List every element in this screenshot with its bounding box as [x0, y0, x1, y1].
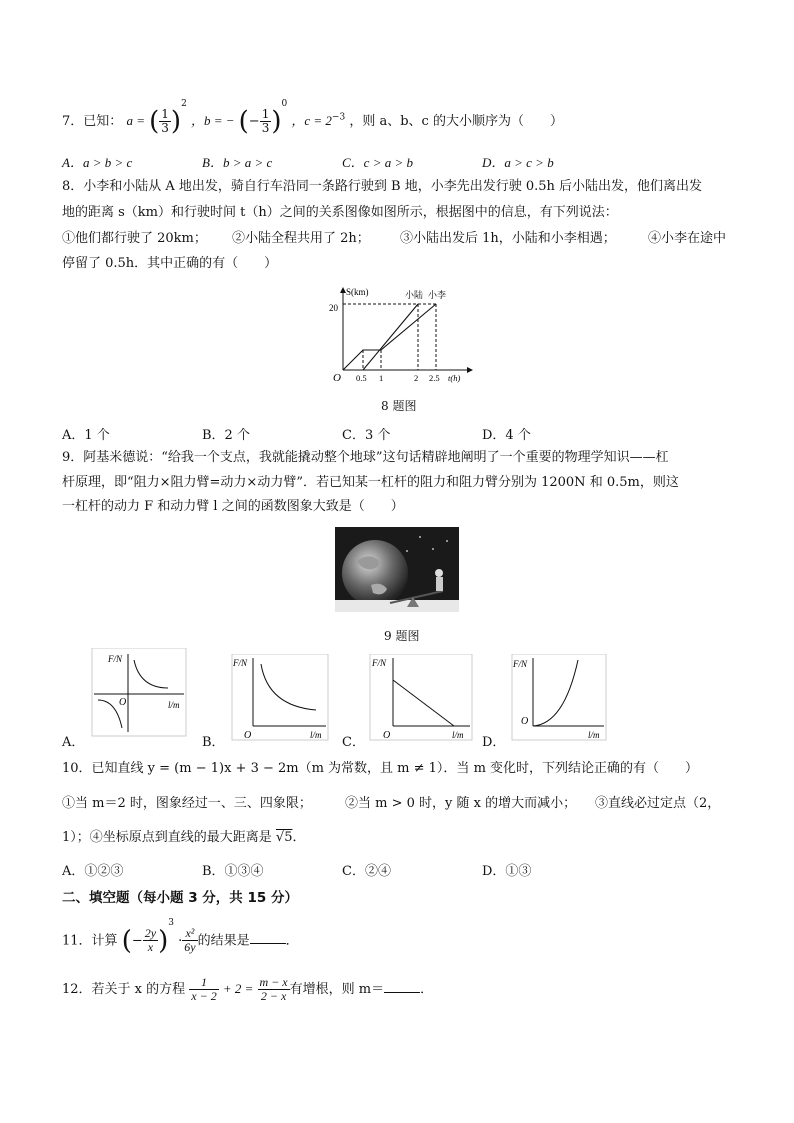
q10-option-d[interactable]: D．①③ [482, 864, 532, 879]
q9b-ylabel: F/N [233, 658, 248, 668]
q7-paren-open: ( [149, 106, 160, 137]
q7-option-b[interactable]: B．b > a > c [202, 155, 273, 170]
q8-line-xiaoli [343, 304, 436, 370]
q10-sqrt5: √5 [275, 830, 293, 845]
q9-graph-a[interactable] [88, 648, 188, 738]
q9c-origin: O [383, 730, 391, 741]
q8-statement-3: ③小陆出发后 1h，小陆和小李相遇； [400, 231, 616, 246]
q9-line3: 一杠杆的动力 F 和动力臂 l 之间的函数图象大致是（ ） [62, 499, 404, 514]
q11-dot: · [178, 933, 183, 949]
q9-option-b[interactable]: B． [202, 735, 225, 750]
q9-line1: 9．阿基米德说：“给我一个支点，我就能撬动整个地球”这句话精辟地阐明了一个重要的物理学知识——杠 [62, 450, 669, 465]
q9b-xlabel: l/m [310, 730, 322, 740]
q9a-curve-q1 [134, 660, 168, 688]
q7-prefix: 已知： [83, 114, 123, 129]
q12-mid: + 2 = [222, 981, 254, 996]
q9d-ylabel: F/N [513, 659, 528, 669]
q9-graph-b[interactable] [228, 654, 330, 742]
q7-b-minus: − [248, 114, 260, 129]
q9d-origin: O [521, 716, 529, 727]
q8-x-tick-0.5: 0.5 [356, 373, 367, 383]
q7-c-exp: −3 [331, 112, 346, 123]
q7-option-d[interactable]: D．a > c > b [482, 155, 554, 170]
q7-c-part: ，c = 2 [291, 113, 332, 128]
q9-line2: 杆原理，即“阻力×阻力臂=动力×动力臂”．若已知某一杠杆的阻力和阻力臂分别为 1200N 和 0.5m，则这 [62, 475, 679, 490]
q11-end: ． [285, 933, 299, 949]
q9b-curve [261, 664, 316, 710]
q12-frac1: $\frac{1}{x - 2}$ [191, 975, 217, 1003]
q7-option-a[interactable]: A．a > b > c [62, 155, 133, 170]
q7-number: 7． [62, 114, 84, 129]
q8-caption: 8 题图 [381, 399, 417, 413]
q8-label-xiaolu: 小陆 [405, 290, 424, 300]
q8-option-b[interactable]: B．2 个 [202, 428, 250, 443]
q11-frac2: $\frac{\text{x²}}{6y}$ [184, 926, 196, 955]
q7-b-paren-close: ) [271, 106, 282, 137]
q9b-origin: O [244, 730, 252, 741]
section2-title: 二、填空题（每小题 3 分，共 15 分） [62, 890, 298, 906]
q10-statement-2: ②当 m > 0 时，y 随 x 的增大而减小； [345, 796, 577, 811]
q9-graph-c[interactable] [366, 654, 474, 742]
q9d-xlabel: l/m [588, 730, 600, 740]
q10-statement-3: ③直线必过定点（2， [595, 796, 721, 811]
q9-caption: 9 题图 [384, 629, 420, 643]
q7-a-lhs: a = [126, 113, 145, 128]
q7-b-lhs: ，b = − [190, 113, 235, 128]
q7-b-paren-open: ( [238, 106, 249, 137]
q9c-line [393, 680, 454, 726]
q8-statement-2: ②小陆全程共用了 2h； [232, 231, 370, 246]
q8-option-d[interactable]: D．4 个 [482, 428, 531, 443]
q9-archimedes-image [335, 527, 459, 612]
q11-paren-open: ( [121, 925, 132, 956]
q8-x-tick-2: 2 [414, 373, 419, 383]
q12-frac2: $\frac{m - x}{2 - x}$ [259, 975, 288, 1003]
q9a-xlabel: l/m [168, 700, 180, 710]
q12-line [62, 974, 433, 1005]
q10-option-a[interactable]: A．①②③ [62, 864, 124, 879]
q7-option-c[interactable]: C．c > a > b [342, 155, 413, 170]
q11-minus: − [131, 933, 143, 949]
q8-label-xiaoli: 小李 [428, 290, 447, 300]
q8-line1: 8．小李和小陆从 A 地出发，骑自行车沿同一条路行驶到 B 地，小李先出发行驶 0.5h 后小陆出发，他们离出发 [62, 179, 703, 194]
q8-statement-1: ①他们都行驶了 20km； [62, 231, 207, 246]
q10-line3-a: 1）；④坐标原点到直线的最大距离是 [62, 830, 276, 845]
q8-x-tick-2.5: 2.5 [429, 373, 440, 383]
q9c-ylabel: F/N [372, 658, 387, 668]
q11-paren-close: ) [158, 925, 169, 956]
q8-option-c[interactable]: C．3 个 [342, 428, 391, 443]
q12-answer-blank[interactable] [384, 980, 420, 993]
q8-line4: 停留了 0.5h．其中正确的有（ ） [62, 256, 278, 271]
q9-option-a[interactable]: A． [62, 735, 85, 750]
q8-ylabel: S(km) [346, 287, 369, 297]
q7-tail: ，则 a、b、c 的大小顺序为（ ） [349, 114, 563, 129]
q11-exp: 3 [168, 918, 174, 928]
q12-end: ． [420, 982, 434, 997]
q8-distance-time-graph [326, 282, 476, 386]
q9d-curve [533, 660, 578, 726]
q10-line3 [62, 829, 305, 847]
q9a-ylabel: F/N [108, 654, 123, 664]
q7-b-exp: 0 [281, 98, 288, 109]
q7-a-exp: 2 [181, 98, 187, 109]
q12-tail: 有增根，则 m＝ [289, 982, 385, 997]
q7-a-frac: $\frac{1}{3}$ [161, 107, 169, 135]
q8-xlabel: t(h) [448, 373, 461, 383]
q9-option-d[interactable]: D． [482, 735, 506, 750]
q9-option-c[interactable]: C． [342, 735, 365, 750]
q10-line3-b: ． [292, 830, 306, 845]
q7-line [62, 98, 563, 137]
q9-graph-d[interactable] [508, 654, 608, 742]
q7-paren-close: ) [170, 106, 182, 137]
q8-statement-4: ④小李在途中 [648, 231, 727, 246]
q10-statement-1: ①当 m＝2 时，图象经过一、三、四象限； [62, 796, 312, 811]
q10-option-b[interactable]: B．①③④ [202, 864, 264, 879]
q8-origin: O [333, 372, 341, 384]
q8-x-tick-1: 1 [379, 373, 384, 383]
q10-option-c[interactable]: C．②④ [342, 864, 391, 879]
q9c-xlabel: l/m [452, 730, 464, 740]
q8-line2: 地的距离 s（km）和行驶时间 t（h）之间的关系图像如图所示，根据图中的信息，有下列说法： [62, 205, 618, 220]
q7-b-frac: $\frac{1}{3}$ [261, 107, 270, 135]
q9a-origin: O [119, 697, 127, 708]
q12-prefix: 12．若关于 x 的方程 [62, 982, 186, 997]
q8-line-xiaolu [363, 304, 418, 370]
q8-option-a[interactable]: A．1 个 [62, 428, 110, 443]
q11-tail: 的结果是 [197, 933, 250, 949]
q11-line [62, 918, 299, 956]
q11-frac1: $\frac{2y}{x}$ [144, 926, 157, 955]
q10-line1: 10．已知直线 y = (m − 1)x + 3 − 2m（m 为常数，且 m ≠ 1）．当 m 变化时，下列结论正确的有（ ） [62, 761, 699, 776]
q8-y-tick-20: 20 [329, 303, 338, 313]
q11-answer-blank[interactable] [250, 931, 286, 944]
q11-prefix: 11．计算 [62, 933, 118, 949]
